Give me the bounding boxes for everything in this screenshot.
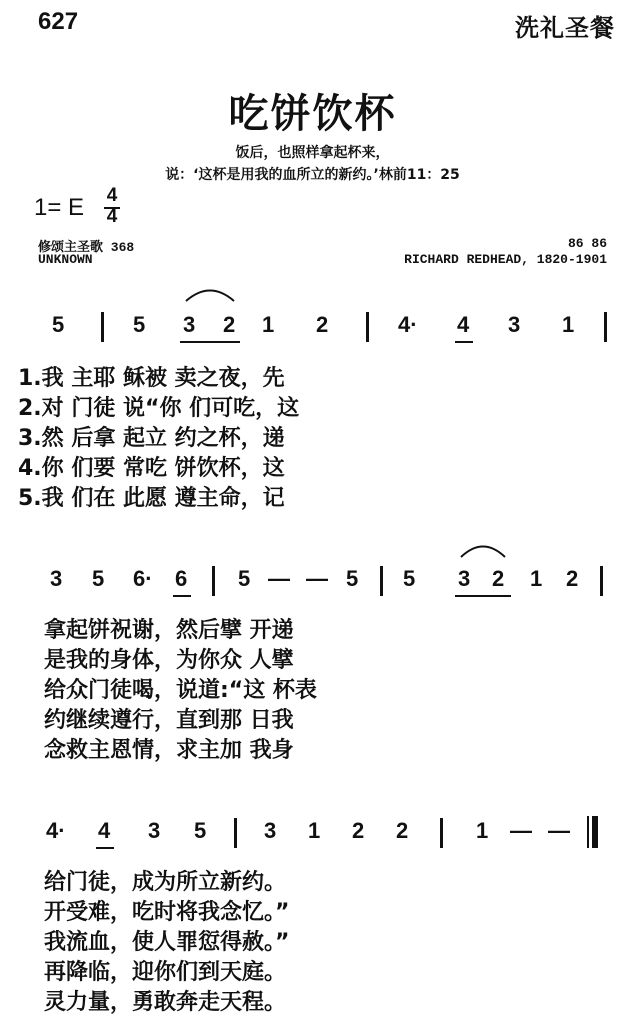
page-number: 627 xyxy=(38,8,79,35)
barline xyxy=(366,312,369,342)
note: 5 xyxy=(403,566,416,591)
note-underline xyxy=(455,595,511,597)
music-composer: RICHARD REDHEAD, 1820-1901 xyxy=(404,252,607,267)
note: 6· xyxy=(133,566,153,591)
note: 3 xyxy=(50,566,63,591)
words-author: UNKNOWN xyxy=(38,252,93,267)
note: 3 xyxy=(183,312,196,337)
barline xyxy=(600,566,603,596)
note: 2 xyxy=(316,312,329,337)
note: 3 xyxy=(264,818,277,843)
note: 5 xyxy=(238,566,251,591)
slur xyxy=(183,284,237,304)
barline xyxy=(212,566,215,596)
lyric-line: 开受难，吃时将我念忆。” xyxy=(44,900,290,925)
dash: — xyxy=(548,818,570,843)
note: 1 xyxy=(308,818,321,843)
lyric-line: 2.对 门徒 说“你 们可吃，这 xyxy=(18,396,300,421)
note-underline xyxy=(173,595,191,597)
barline xyxy=(234,818,237,848)
note: 3 xyxy=(148,818,161,843)
note: 5 xyxy=(194,818,207,843)
meter: 86 86 xyxy=(567,236,607,251)
key-signature: 1= E xyxy=(34,194,85,221)
note: 5 xyxy=(92,566,105,591)
lyric-line: 灵力量，勇敢奔走天程。 xyxy=(44,990,287,1015)
slur xyxy=(458,540,508,560)
note: 3 xyxy=(458,566,471,591)
final-barline-thick xyxy=(592,816,598,848)
lyric-line: 念救主恩情，求主加 我身 xyxy=(44,738,294,763)
note: 1 xyxy=(262,312,275,337)
note-underline xyxy=(180,341,240,343)
note: 5 xyxy=(346,566,359,591)
note-underline xyxy=(455,341,473,343)
lyric-line: 约继续遵行，直到那 日我 xyxy=(44,708,294,733)
note: 1 xyxy=(562,312,575,337)
note: 1 xyxy=(530,566,543,591)
note: 2 xyxy=(396,818,409,843)
lyric-line: 是我的身体，为你众 人擘 xyxy=(44,648,294,673)
note: 1 xyxy=(476,818,489,843)
scripture-line-1: 饭后，也照样拿起杯来， xyxy=(235,145,390,161)
barline xyxy=(380,566,383,596)
dash: — xyxy=(306,566,328,591)
lyric-line: 拿起饼祝谢，然后擘 开递 xyxy=(44,618,294,643)
hymn-title: 吃饼饮杯 xyxy=(228,91,397,137)
note: 5 xyxy=(133,312,146,337)
lyric-line: 4.你 们要 常吃 饼饮杯，这 xyxy=(18,456,285,481)
note: 4· xyxy=(398,312,418,337)
final-barline-thin xyxy=(587,816,589,848)
dash: — xyxy=(268,566,290,591)
note: 2 xyxy=(223,312,236,337)
lyric-line: 再降临，迎你们到天庭。 xyxy=(44,960,287,985)
lyric-line: 我流血，使人罪愆得赦。” xyxy=(44,930,290,955)
lyric-line: 5.我 们在 此愿 遵主命，记 xyxy=(18,486,285,511)
lyric-line: 3.然 后拿 起立 约之杯，递 xyxy=(18,426,285,451)
dash: — xyxy=(510,818,532,843)
scripture-line-2: 说：‘这杯是用我的血所立的新约。’林前11：25 xyxy=(165,167,460,183)
lyric-line: 给门徒，成为所立新约。 xyxy=(44,870,287,895)
lyric-line: 1.我 主耶 稣被 卖之夜，先 xyxy=(18,366,285,391)
note: 2 xyxy=(566,566,579,591)
note: 4 xyxy=(457,312,470,337)
barline xyxy=(440,818,443,848)
note: 3 xyxy=(508,312,521,337)
note: 2 xyxy=(352,818,365,843)
note: 4· xyxy=(46,818,66,843)
book-section-title: 洗礼圣餐 xyxy=(515,14,615,42)
note-underline xyxy=(96,847,114,849)
hymnal-reference: 修颂主圣歌 368 xyxy=(38,240,135,255)
time-signature-bottom: 4 xyxy=(106,206,118,227)
note: 4 xyxy=(98,818,111,843)
time-signature-top: 4 xyxy=(106,185,118,206)
lyric-line: 给众门徒喝，说道:“这 杯表 xyxy=(44,678,317,703)
barline xyxy=(101,312,104,342)
barline xyxy=(604,312,607,342)
note: 2 xyxy=(492,566,505,591)
note: 6 xyxy=(175,566,188,591)
note: 5 xyxy=(52,312,65,337)
